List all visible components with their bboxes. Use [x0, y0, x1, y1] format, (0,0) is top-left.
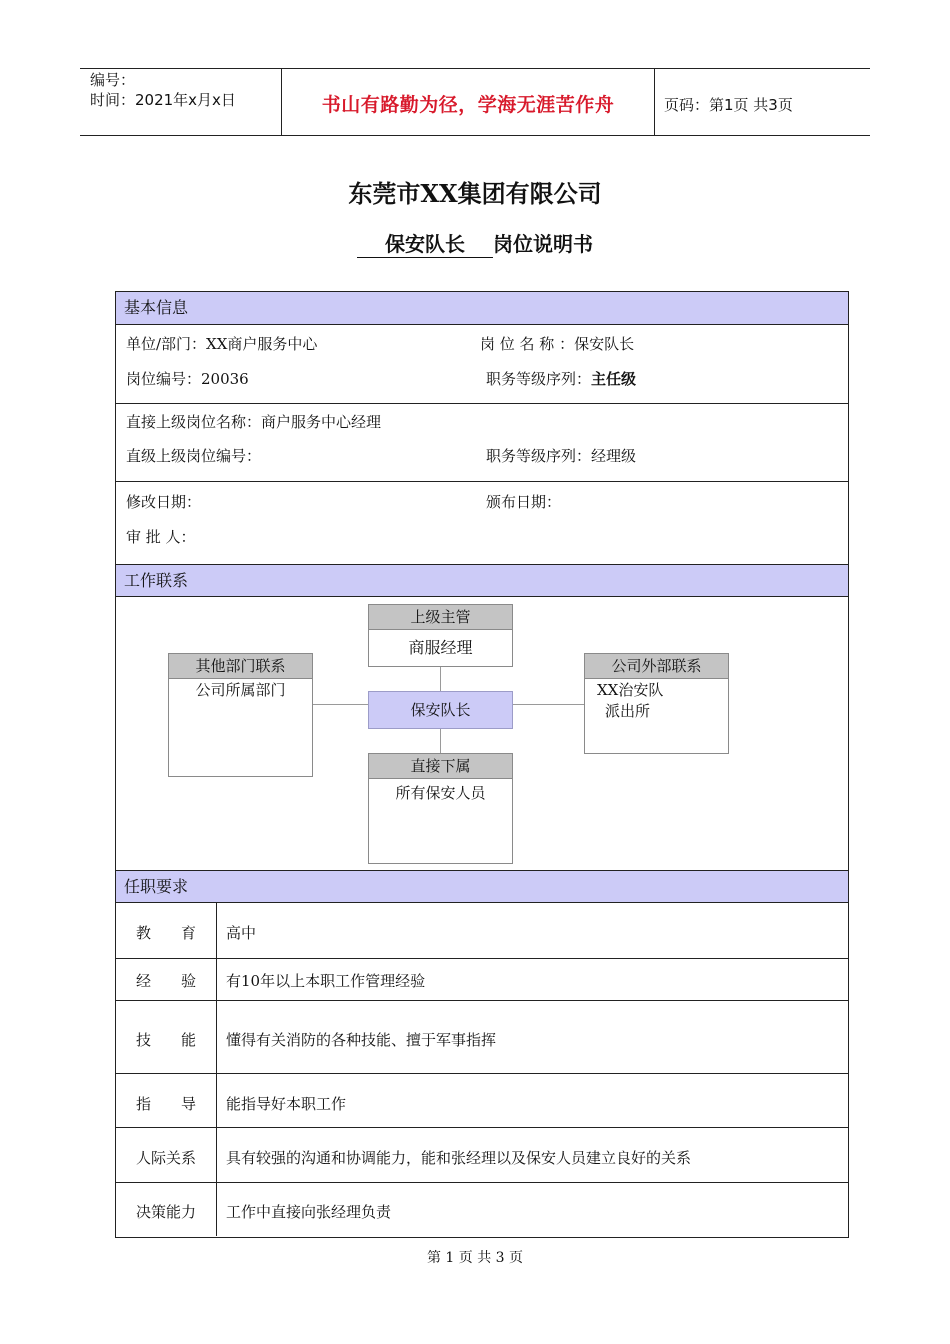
org-box-body: 公司所属部门	[195, 681, 286, 699]
org-box-body	[585, 679, 728, 722]
superior-grade-sequence: 职务等级序列：经理级	[486, 447, 637, 465]
column-rule	[216, 902, 217, 1236]
req-label-guidance: 指 导	[135, 1095, 196, 1113]
post-name-label: 岗 位 名 称 ：	[480, 335, 575, 353]
approver: 审 批 人：	[126, 528, 196, 546]
superior-post-number: 直级上级岗位编号：	[126, 447, 262, 465]
publish-date: 颁布日期：	[486, 493, 562, 511]
row-rule	[115, 324, 849, 325]
grade-label: 职务等级序列：	[486, 370, 592, 388]
req-value-guidance: 能指导好本职工作	[226, 1095, 347, 1113]
row-rule	[115, 596, 849, 597]
header-divider	[654, 69, 655, 136]
org-box-header: 直接下属	[369, 754, 512, 779]
connector-line	[440, 666, 441, 692]
modify-date: 修改日期：	[126, 493, 202, 511]
req-value-experience: 有10年以上本职工作管理经验	[226, 972, 426, 990]
connector-line	[440, 728, 441, 754]
org-box-header: 上级主管	[369, 605, 512, 630]
header-bottom-rule	[80, 135, 870, 136]
req-label-experience: 经 验	[135, 972, 196, 990]
req-label-interpersonal: 人际关系	[135, 1149, 196, 1167]
connector-line	[311, 704, 369, 705]
post-name-value: 保安队长	[574, 335, 635, 353]
org-box-other-departments	[168, 653, 313, 777]
header-page-info: 页码：第1页 共3页	[664, 96, 793, 114]
row-rule	[115, 902, 849, 903]
doc-time-label: 时间：2021年x月x日	[90, 91, 236, 109]
unit-department: 单位/部门：XX商户服务中心	[126, 335, 318, 353]
org-box-subordinate	[368, 753, 513, 864]
header-motto: 书山有路勤为径，学海无涯苦作舟	[321, 94, 615, 116]
org-box-header: 其他部门联系	[169, 654, 312, 679]
grade-sequence	[486, 369, 636, 389]
org-box-superior	[368, 604, 513, 667]
req-label-decision: 决策能力	[135, 1203, 196, 1221]
row-rule	[115, 1000, 849, 1001]
row-rule	[115, 481, 849, 482]
superior-post-name: 直接上级岗位名称：商户服务中心经理	[126, 413, 382, 431]
page-footer: 第 1 页 共 3 页	[426, 1250, 524, 1266]
position-title: 保安队长	[357, 231, 493, 258]
org-box-body: 所有保安人员	[395, 784, 486, 802]
document-title	[0, 228, 950, 258]
header-top-rule	[80, 68, 870, 69]
post-name	[480, 334, 634, 354]
row-rule	[115, 1073, 849, 1074]
doc-number-label: 编号：	[90, 71, 136, 89]
org-box-self-label: 保安队长	[410, 701, 471, 719]
row-rule	[115, 1182, 849, 1183]
section-basic-info: 基本信息	[116, 292, 848, 324]
req-value-decision: 工作中直接向张经理负责	[226, 1203, 392, 1221]
org-box-header: 公司外部联系	[585, 654, 728, 679]
req-value-skills: 懂得有关消防的各种技能、擅于军事指挥	[226, 1031, 497, 1049]
req-value-interpersonal: 具有较强的沟通和协调能力，能和张经理以及保安人员建立良好的关系	[226, 1149, 692, 1167]
row-rule	[115, 403, 849, 404]
section-work-relations: 工作联系	[116, 565, 848, 597]
header-meta	[90, 70, 236, 110]
row-rule	[115, 958, 849, 959]
external-contact-line: 派出所	[605, 702, 651, 720]
org-box-self	[368, 691, 513, 729]
document-title-suffix: 岗位说明书	[493, 232, 593, 256]
grade-value: 主任级	[591, 370, 637, 388]
post-number: 岗位编号：20036	[126, 370, 249, 388]
company-title: 东莞市XX集团有限公司	[348, 179, 602, 208]
section-requirements: 任职要求	[116, 871, 848, 903]
req-value-education: 高中	[226, 924, 257, 942]
org-box-external	[584, 653, 729, 754]
req-label-skills: 技 能	[135, 1031, 196, 1049]
req-label-education: 教 育	[135, 924, 196, 942]
external-contact-line: XX治安队	[597, 681, 664, 699]
connector-line	[512, 704, 584, 705]
row-rule	[115, 1127, 849, 1128]
org-box-body: 商服经理	[408, 638, 473, 657]
